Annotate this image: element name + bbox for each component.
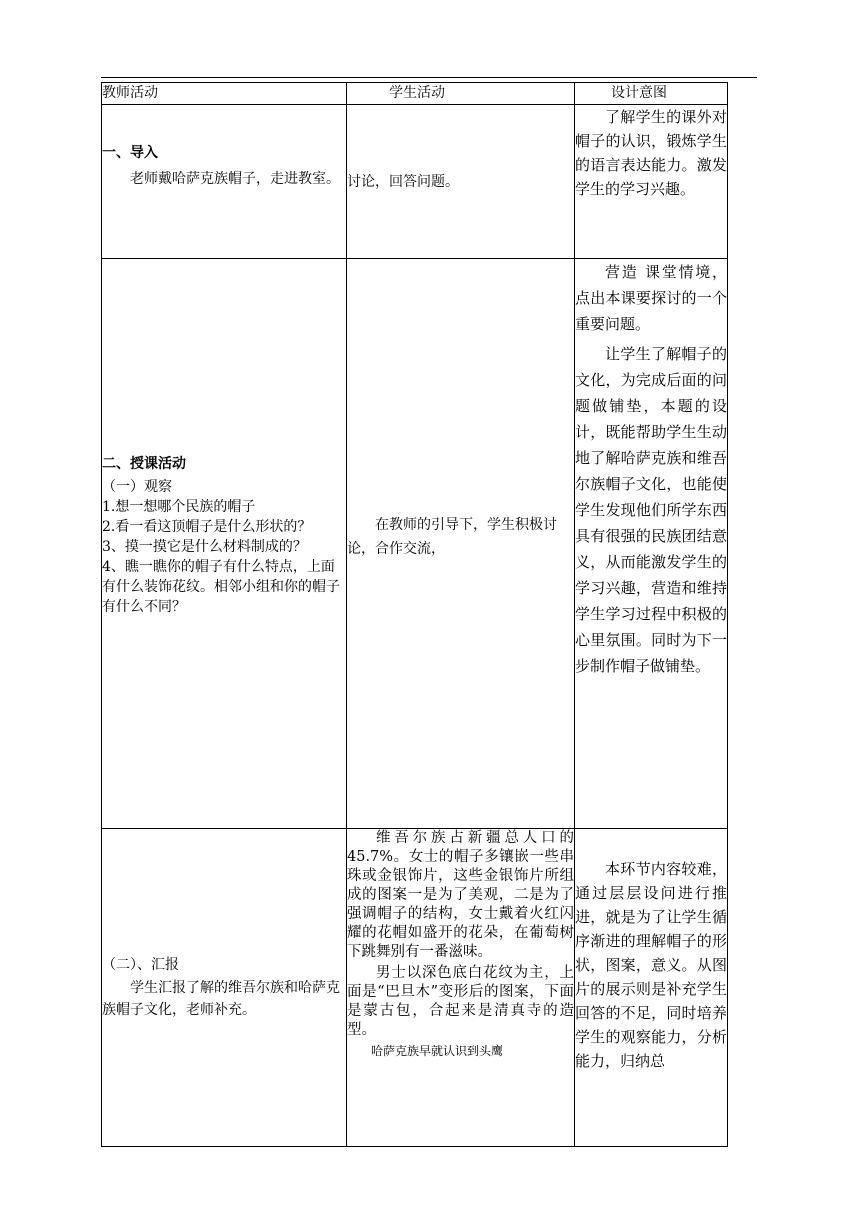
teacher-cell bbox=[102, 105, 347, 259]
intent-cell bbox=[575, 259, 728, 829]
teacher-cell bbox=[102, 829, 347, 1147]
intent-text: 营造 课堂情境，点出本课要探讨的一个重要问题。 bbox=[575, 263, 727, 333]
list-item: 3、摸一摸它是什么材料制成的？ bbox=[102, 539, 307, 555]
lesson-plan-table bbox=[101, 82, 728, 1147]
list-item: 2.看一看这顶帽子是什么形状的？ bbox=[102, 519, 312, 535]
teacher-cell bbox=[102, 259, 347, 829]
intent-text: 本环节内容较难，通过层层设问进行推进，就是为了让学生循序渐进的理解帽子的形状，图案，意义。从图片的展示则是补充学生回答的不足，同时培养学生的观察能力，分析能力，归纳总 bbox=[575, 860, 727, 1070]
teacher-text: 学生汇报了解的维吾尔族和哈萨克族帽子文化，老师补充。 bbox=[102, 979, 340, 1018]
list-item: 1.想一想哪个民族的帽子 bbox=[102, 499, 256, 515]
student-text: 讨论，回答问题。 bbox=[347, 173, 459, 190]
student-cell bbox=[347, 259, 575, 829]
student-text: 男士以深色底白花纹为主，上面是“巴旦木”变形后的图案，下面是蒙古包，合起来是清真寺的造型。 bbox=[347, 965, 574, 1038]
intent-cell bbox=[575, 105, 728, 259]
intent-cell bbox=[575, 829, 728, 1147]
teacher-text: 老师戴哈萨克族帽子，走进教室。 bbox=[130, 171, 340, 187]
list-item: 4、瞧一瞧你的帽子有什么特点，上面有什么装饰花纹。相邻小组和你的帽子有什么不同？ bbox=[102, 559, 340, 615]
table-row bbox=[102, 829, 728, 1147]
table-row bbox=[102, 105, 728, 259]
student-text: 哈萨克族早就认识到头鹰 bbox=[371, 1044, 504, 1058]
subsection-title: （一）观察 bbox=[102, 479, 172, 495]
student-text: 维吾尔族占新疆总人口的45.7%。女士的帽子多镶嵌一些串珠或金银饰片，这些金银饰片所组成的图案一是为了美观，二是为了强调帽子的结构，女士戴着火红闪耀的花帽如盛开的花朵，在葡萄树下跳舞别有一番滋味。 bbox=[347, 830, 574, 960]
section-title: 二、授课活动 bbox=[102, 456, 186, 472]
subsection-title: （二）、汇报 bbox=[102, 956, 179, 973]
student-cell bbox=[347, 829, 575, 1147]
section-title: 一、导入 bbox=[102, 145, 158, 161]
header-teacher-activity: 教师活动 bbox=[102, 83, 347, 105]
header-rule bbox=[101, 77, 757, 78]
table-row bbox=[102, 259, 728, 829]
intent-text: 让学生了解帽子的文化，为完成后面的问题做铺垫，本题的设计，既能帮助学生生动地了解哈萨克族和维吾尔族帽子文化，也能使学生发现他们所学东西具有很强的民族团结意义，从而能激发学生的学习兴趣，营造和维持学生学习过程中积极的心里氛围。同时为下一步制作帽子做铺垫。 bbox=[575, 345, 727, 675]
header-student-activity: 学生活动 bbox=[347, 83, 575, 105]
intent-text: 了解学生的课外对帽子的认识，锻炼学生的语言表达能力。激发学生的学习兴趣。 bbox=[575, 108, 727, 198]
table-header-row bbox=[102, 83, 728, 105]
student-text: 在教师的引导下，学生积极讨论，合作交流， bbox=[347, 516, 557, 557]
header-design-intent: 设计意图 bbox=[575, 83, 728, 105]
student-cell bbox=[347, 105, 575, 259]
